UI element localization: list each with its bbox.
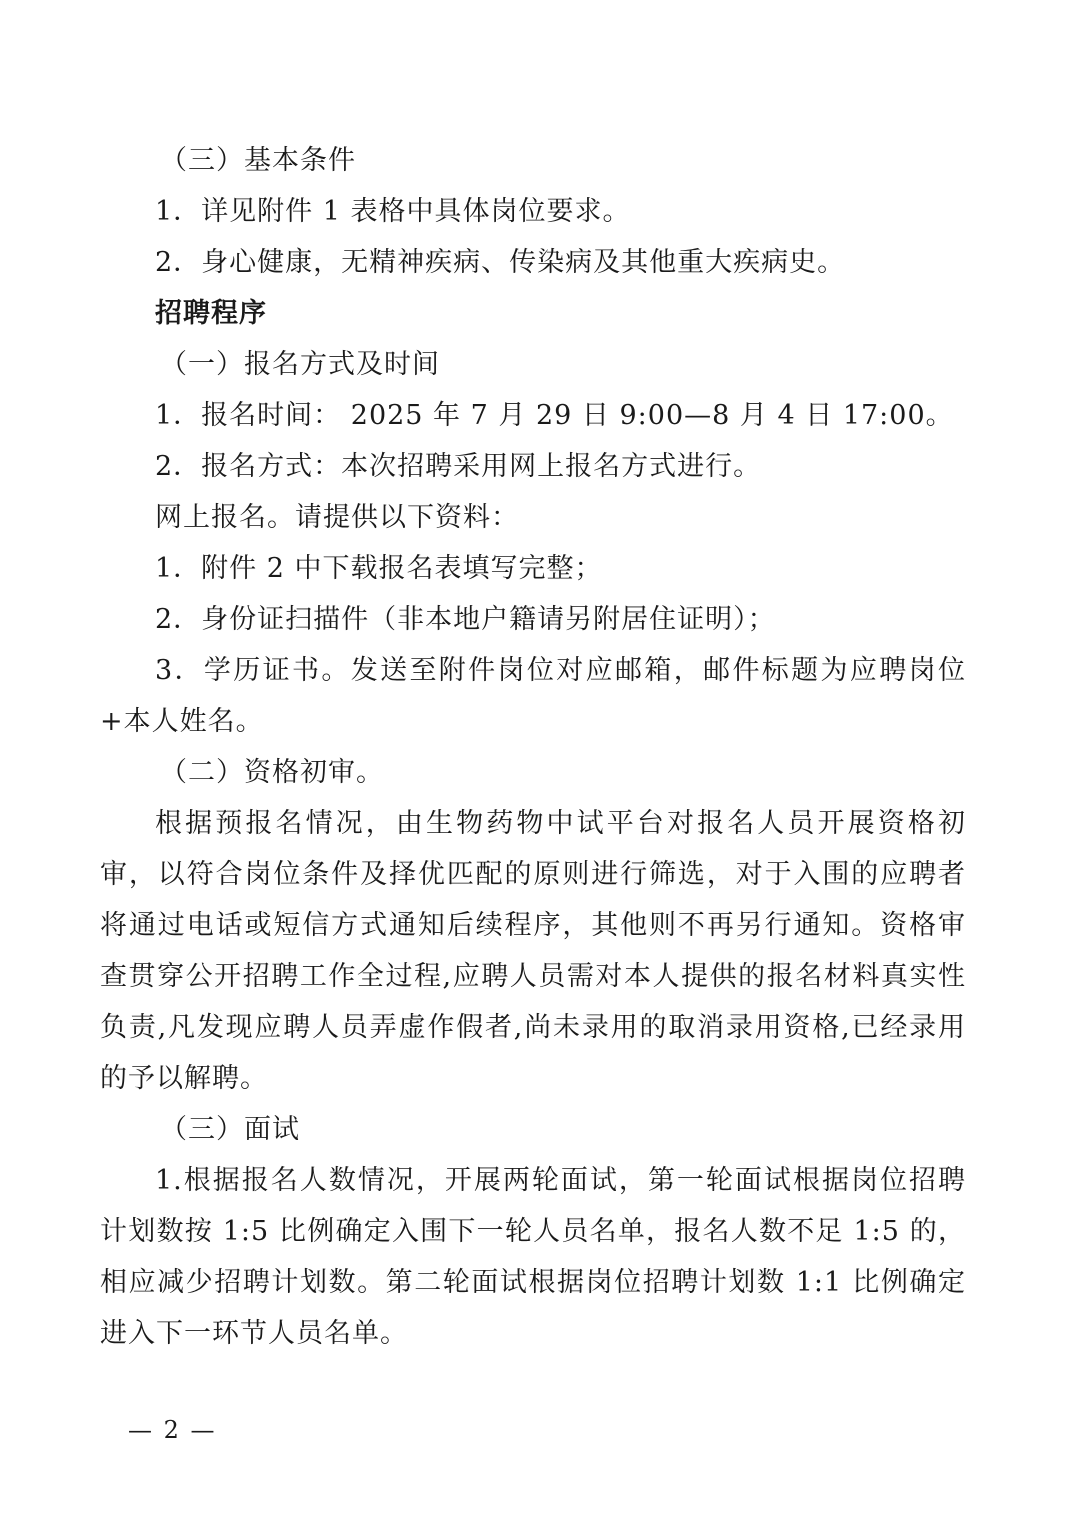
qualification-review-title: （二）资格初审。 bbox=[160, 757, 384, 788]
section-basic-conditions-title: （三）基本条件 bbox=[160, 145, 356, 176]
material-item-2: 2．身份证扫描件（非本地户籍请另附居住证明）； bbox=[155, 604, 776, 635]
material-item-3: 3．学历证书。发送至附件岗位对应邮箱，邮件标题为应聘岗位+本人姓名。 bbox=[100, 655, 966, 737]
basic-condition-item-2: 2．身心健康，无精神疾病、传染病及其他重大疾病史。 bbox=[155, 247, 846, 278]
recruitment-procedure-heading: 招聘程序 bbox=[155, 298, 267, 329]
material-item-1: 1．附件 2 中下载报名表填写完整； bbox=[155, 553, 603, 584]
page-number: — 2 — bbox=[128, 1416, 217, 1444]
basic-condition-item-1: 1．详见附件 1 表格中具体岗位要求。 bbox=[155, 196, 631, 227]
registration-time: 1．报名时间： 2025 年 7 月 29 日 9:00—8 月 4 日 17:00。 bbox=[155, 400, 954, 431]
registration-section-title: （一）报名方式及时间 bbox=[160, 349, 440, 380]
interview-body: 1.根据报名人数情况，开展两轮面试，第一轮面试根据岗位招聘计划数按 1:5 比例确定入围下一轮人员名单，报名人数不足 1:5 的，相应减少招聘计划数。第二轮面试根据岗位招聘计划数 1:1 比例确定进入下一环节人员名单。 bbox=[100, 1165, 966, 1349]
online-registration-intro: 网上报名。请提供以下资料： bbox=[155, 502, 519, 533]
qualification-review-body: 根据预报名情况，由生物药物中试平台对报名人员开展资格初审，以符合岗位条件及择优匹配的原则进行筛选，对于入围的应聘者将通过电话或短信方式通知后续程序，其他则不再另行通知。资格审查贯穿公开招聘工作全过程,应聘人员需对本人提供的报名材料真实性负责,凡发现应聘人员弄虚作假者,尚未录用的取消录用资格,已经录用的予以解聘。 bbox=[100, 808, 966, 1094]
registration-method: 2．报名方式：本次招聘采用网上报名方式进行。 bbox=[155, 451, 762, 482]
document-body bbox=[100, 135, 966, 1359]
interview-section-title: （三）面试 bbox=[160, 1114, 300, 1145]
